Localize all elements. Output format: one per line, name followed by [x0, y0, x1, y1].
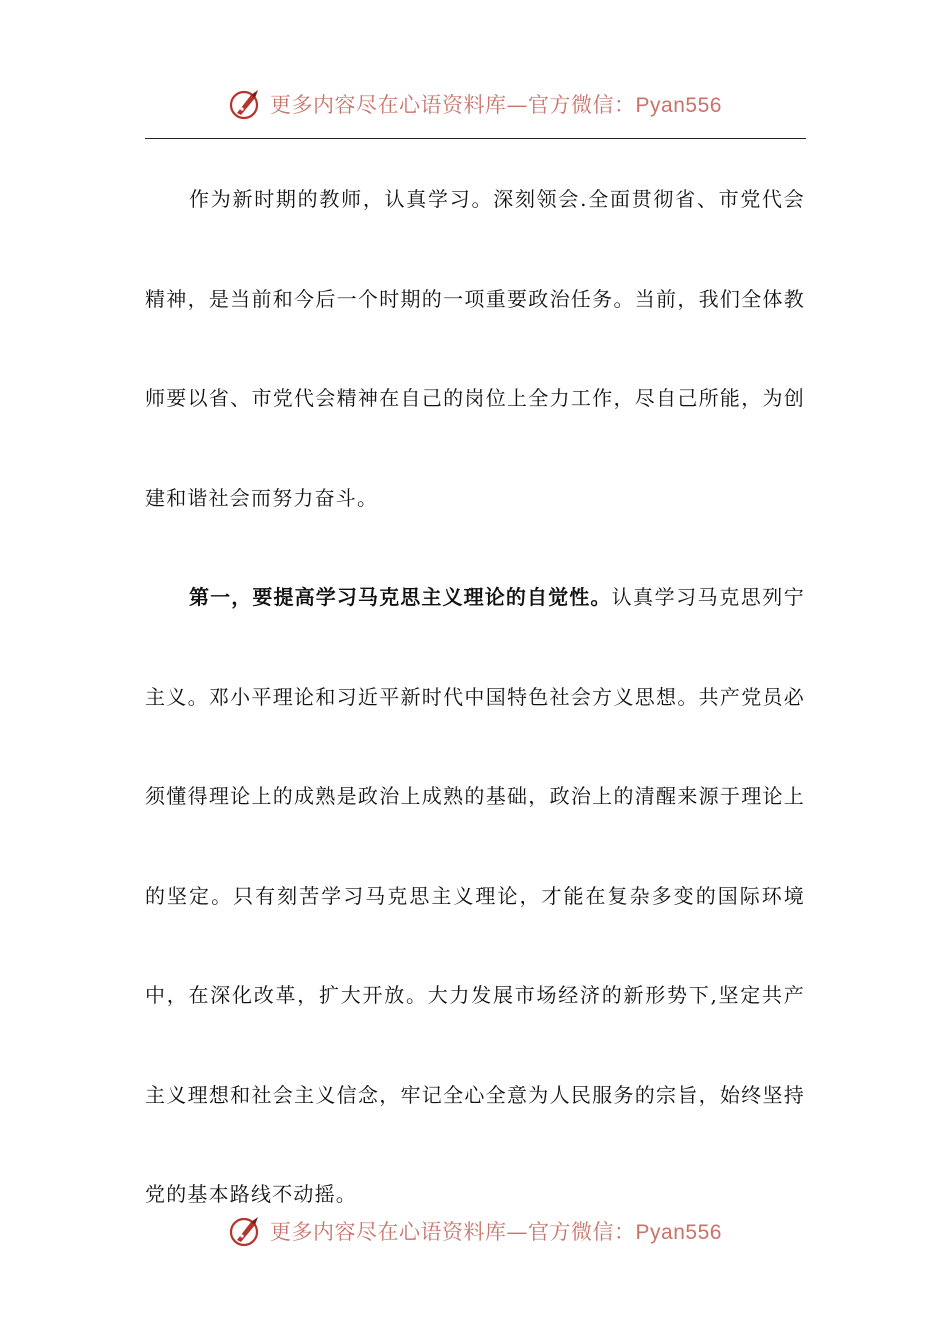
paragraph-2	[145, 548, 805, 1245]
header-wechat-id: Pyan556	[635, 94, 722, 117]
paragraph-2-heading: 第一，要提高学习马克思主义理论的自觉性。	[189, 585, 612, 609]
header-brand-text: 更多内容尽在心语资料库—官方微信：Pyan556	[270, 93, 722, 117]
header-divider	[145, 138, 806, 139]
footer-brand-text: 更多内容尽在心语资料库—官方微信：Pyan556	[270, 1220, 722, 1244]
paragraph-2-text: 认真学习马克思列宁主义。邓小平理论和习近平新时代中国特色社会方义思想。共产党员必须懂得理论上的成熟是政治上成熟的基础，政治上的清醒来源于理论上的坚定。只有刻苦学习马克思主义理论，才能在复杂多变的国际环境中，在深化改革，扩大开放。大力发展市场经济的新形势下,坚定共产主义理想和社会主义信念，牢记全心全意为人民服务的宗旨，始终坚持党的基本路线不动摇。	[145, 585, 805, 1206]
page-footer	[0, 1209, 950, 1253]
pen-nib-circle-icon	[228, 1214, 262, 1248]
pen-nib-circle-icon	[228, 87, 262, 121]
footer-wechat-id: Pyan556	[635, 1221, 722, 1244]
document-body	[145, 150, 805, 1245]
paragraph-1: 作为新时期的教师，认真学习。深刻领会.全面贯彻省、市党代会精神，是当前和今后一个时期的一项重要政治任务。当前，我们全体教师要以省、市党代会精神在自己的岗位上全力工作，尽自己所能，为创建和谐社会而努力奋斗。	[145, 187, 805, 510]
page-header	[0, 82, 950, 126]
